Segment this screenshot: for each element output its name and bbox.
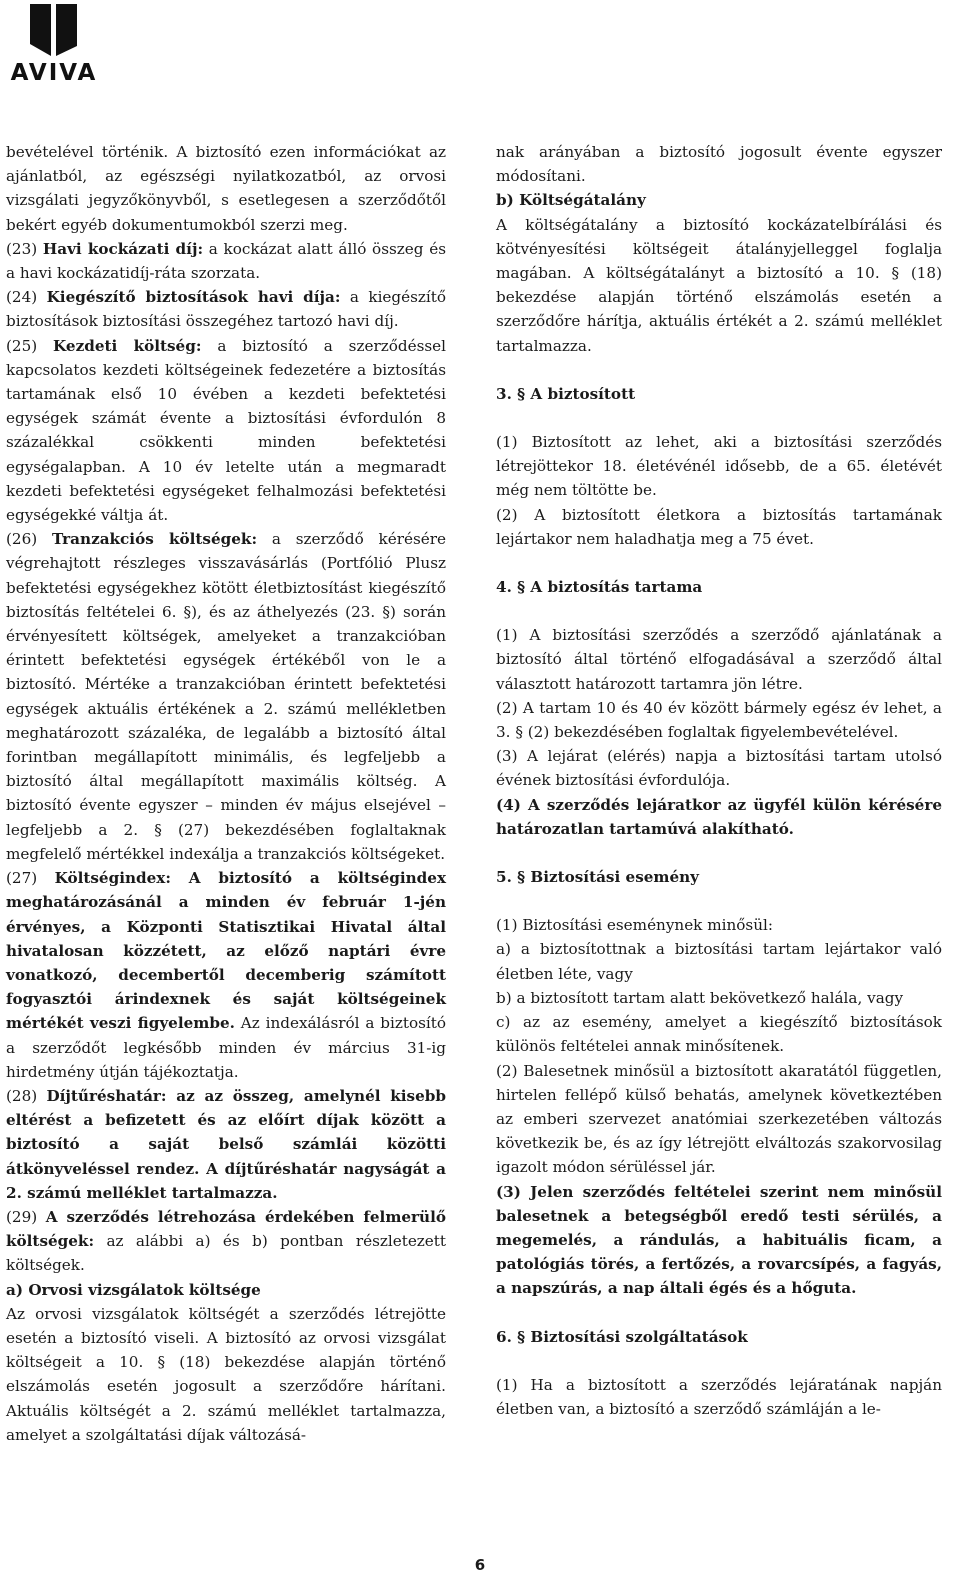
left-column: [6, 140, 446, 1447]
paragraph-23: (23) Havi kockázati díj: a kockázat alatt álló összeg és a havi kockázatidíj-ráta szorzata.: [6, 239, 446, 283]
page-number: 6: [474, 1556, 486, 1574]
section-5-item-a: a) a biztosítottnak a biztosítási tartam lejártakor való életben léte, vagy: [496, 940, 942, 983]
section-5-title: 5. § Biztosítási esemény: [496, 868, 700, 887]
paragraph-25: (25) Kezdeti költség: a biztosító a szerződéssel kapcsolatos kezdeti költségeinek fedezetére a biztosítás tartamának első 10 évében a kezdeti befektetési egységek számát évente a biztosítási évfordulón 8 százalékkal csökkenti minden befektetési egységalapban. A 10 év letelte után a megmaradt kezdeti befektetési egységeket felhalmozási befektetési egységekké váltja át.: [6, 336, 447, 525]
term-27: Költségindex: A biztosító a költségindex meghatározásánál a minden év február 1-jén érvényes, a Központi Statisztikai Hivatal által hivatalosan közzétett, az előző naptári évre vonatkozó, decembertől decemberig számított fogyasztói árindexnek és saját költségeinek mértékét veszi figyelembe.: [6, 869, 447, 1033]
section-4-paragraph-4: (4) A szerződés lejáratkor az ügyfél külön kérésére határozatlan tartamúvá alakítható.: [496, 795, 942, 838]
aviva-logo-icon: [30, 4, 78, 56]
term-28: Díjtűréshatár: az az összeg, amelynél kisebb eltérést a befizetett és az előírt díjak között a biztosító a saját belső számlái közötti átkönyveléssel rendez. A díjtűréshatár nagyságát a 2. számú melléklet tartalmazza.: [6, 1086, 447, 1202]
section-4-paragraph-2: (2) A tartam 10 és 40 év között bármely egész év lehet, a 3. § (2) bekezdésében foglaltak figyelembevételével.: [496, 698, 942, 742]
paragraph-continued: nak arányában a biztosító jogosult évente egyszer módosítani.: [496, 143, 942, 186]
paragraph-b: A költségátalány a biztosító kockázatelbírálási és kötvényesítési költségeit átalányjelleggel foglalja magában. A költségátalányt a biztosító a 10. § (18) bekezdése alapján történő elszámolás esetén a szerződőre hárítja, aktuális értékét a 2. számú melléklet tartalmazza.: [496, 215, 942, 355]
term-23: Havi kockázati díj:: [42, 239, 204, 258]
subheading-b: b) Költségátalány: [496, 191, 646, 210]
section-3-paragraph-1: (1) Biztosított az lehet, aki a biztosítási szerződés létrejöttekor 18. életévénél idősebb, de a 65. életévét még nem töltötte be.: [496, 433, 942, 500]
aviva-logo: [2, 4, 106, 84]
section-5-item-c: c) az az esemény, amelyet a kiegészítő biztosítások különös feltételei annak minősítenek.: [496, 1013, 942, 1056]
section-4-paragraph-3: (3) A lejárat (elérés) napja a biztosítási tartam utolsó évének biztosítási évfordulója.: [496, 747, 942, 790]
paragraph-a: Az orvosi vizsgálatok költségét a szerződés létrejötte esetén a biztosító viseli. A biztosító az orvosi vizsgálat költségeit a 10. § (18) bekezdése alapján történő elszámolás esetén jogosult a szerződőre hárítani. Aktuális költségét a 2. számú melléklet tartalmazza, amelyet a szolgáltatási díjak változásá-: [6, 1304, 446, 1444]
logo-text: AVIVA: [10, 60, 98, 86]
paragraph-28: (28) Díjtűréshatár: az az összeg, amelynél kisebb eltérést a befizetett és az előírt díjak között a biztosító a saját belső számlái közötti átkönyveléssel rendez. A díjtűréshatár nagyságát a 2. számú melléklet tartalmazza.: [6, 1086, 447, 1202]
section-6-title: 6. § Biztosítási szolgáltatások: [496, 1327, 748, 1346]
paragraph-intro: bevételével történik. A biztosító ezen információkat az ajánlatból, az egészségi nyilatkozatból, az orvosi vizsgálati jegyzőkönyvből, s esetlegesen a szerződőtől bekért egyéb dokumentumokból szerzi meg.: [6, 143, 446, 234]
term-26: Tranzakciós költségek:: [51, 530, 258, 549]
paragraph-27: (27) Költségindex: A biztosító a költségindex meghatározásánál a minden év február 1-jén érvényes, a Központi Statisztikai Hivatal által hivatalosan közzétett, az előző naptári évre vonatkozó, decembertől decemberig számított fogyasztói árindexnek és saját költségeinek mértékét veszi figyelembe. Az indexálásról a biztosító a szerződőt legkésőbb minden év március 31-ig hirdetmény útján tájékoztatja.: [6, 869, 447, 1081]
subheading-a: a) Orvosi vizsgálatok költsége: [6, 1280, 261, 1299]
section-3-title: 3. § A biztosított: [496, 384, 636, 403]
section-4-title: 4. § A biztosítás tartama: [496, 578, 703, 597]
paragraph-29: (29) A szerződés létrehozása érdekében felmerülő költségek: az alábbi a) és b) pontban részletezett költségek.: [6, 1207, 447, 1275]
section-3-paragraph-2: (2) A biztosított életkora a biztosítás tartamának lejártakor nem haladhatja meg a 75 évet.: [496, 505, 942, 548]
term-25: Kezdeti költség:: [53, 336, 202, 355]
section-5-paragraph-3: (3) Jelen szerződés feltételei szerint nem minősül balesetnek a betegségből eredő testi sérülés, a megemelés, a rándulás, a habituális ficam, a patológiás törés, a fertőzés, a rovarcsípés, a fagyás, a napszúrás, a nap általi égés és a hőguta.: [496, 1182, 942, 1298]
term-24: Kiegészítő biztosítások havi díja:: [46, 288, 341, 307]
right-column: [496, 140, 942, 1421]
paragraph-26: (26) Tranzakciós költségek: a szerződő kérésére végrehajtott részleges visszavásárlás (Portfólió Plusz befektetési egységekhez kötött életbiztosítást kiegészítő biztosítás feltételei 6. §), és az áthelyezés (23. §) során érvényesített költségek, amelyeket a tranzakcióban érintett befektetési egységek értékéből von le a biztosító. Mértéke a tranzakcióban érintett befektetési egységek aktuális értékének a 2. számú mellékletben meghatározott százaléka, de legalább a biztosító által forintban megállapított minimális, és legfeljebb a biztosító által megállapított maximális költség. A biztosító évente egyszer – minden év május elsejével – legfeljebb a 2. § (27) bekezdésében foglaltaknak megfelelő mértékkel indexálja a tranzakciós költségeket.: [6, 530, 447, 863]
section-6-paragraph-1: (1) Ha a biztosított a szerződés lejáratának napján életben van, a biztosító a szerződő számláján a le-: [496, 1375, 942, 1418]
section-5-paragraph-1: (1) Biztosítási eseménynek minősül:: [496, 916, 773, 935]
term-29: A szerződés létrehozása érdekében felmerülő költségek:: [6, 1207, 447, 1251]
paragraph-24: (24) Kiegészítő biztosítások havi díja: a kiegészítő biztosítások biztosítási összegéhez tartozó havi díj.: [6, 288, 447, 331]
section-5-item-b: b) a biztosított tartam alatt bekövetkező halála, vagy: [496, 988, 904, 1007]
section-5-paragraph-2: (2) Balesetnek minősül a biztosított akaratától független, hirtelen fellépő külső behatás, amelynek következtében az emberi szervezet anatómiai szerkezetében változás következik be, és az így létrejött elváltozás szakorvosilag igazolt módon sérüléssel jár.: [496, 1061, 942, 1177]
section-4-paragraph-1: (1) A biztosítási szerződés a szerződő ajánlatának a biztosító által történő elfogadásával a szerződő által választott határozott tartamra jön létre.: [496, 626, 942, 693]
